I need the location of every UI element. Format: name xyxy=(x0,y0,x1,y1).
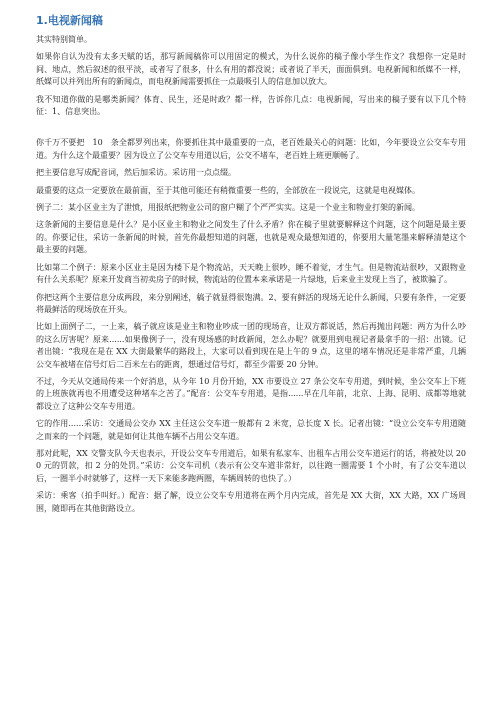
paragraph: 比如上面例子二，一上来，稿子就应该是业主和物业吵成一团的现场音，让双方都说话，然后再抛出问题：两方为什么吵的这么厉害呢？原来......如果像例子一，没有现场感的时政新闻，怎么办呢？就要用到电视记者最拿手的一招：出镜。记者出镜：“我现在是在 XX 大街最繁华的路段上，大家可以看到现在是上午的 9 点，这里的堵车情况还是非常严重，几辆公交车被堵在信号灯后二百米左右的距离，想通过信号灯，都至少需要 20 分钟。 xyxy=(36,322,466,369)
paragraph-intro: 其实特别简单。 xyxy=(36,35,92,44)
paragraph: 你把这两个主要信息分成两段，来分别阐述，稿子就显得很饱满。2、要有鲜活的现场无论什么新闻，只要有条件，一定要将最鲜活的现场放在开头。 xyxy=(36,292,466,314)
spacer xyxy=(36,123,466,137)
paragraph: 比如第二个例子：原来小区业主是因为楼下是个物流站，天天晚上很吵，睡不着觉，才生气。但是物流站很吵，又跟物业有什么关系呢？原来开发商当初卖房子的时候，物流站的位置本来承诺是一片绿地，后来业主发现上当了，被欺骗了。 xyxy=(36,262,466,285)
paragraph: 例子二：某小区业主为了泄愤，用报纸把物业公司的窗户糊了个严严实实。这是一个业主和物业打架的新闻。 xyxy=(36,203,420,213)
paragraph: 采访：乘客（拍手叫好。）配音：据了解，设立公交车专用道将在两个月内完成，首先是 XX 大街，XX 大路，XX 广场周围，随即再在其他街路设立。 xyxy=(36,491,466,513)
paragraph: 那对此呢，XX 交警支队今天也表示，开设公交车专用道后，如果有私家车、出租车占用公交车道运行的话，将被处以 200 元的罚款，扣 2 分的处罚。”采访：公交车司机（表示有公交车道非常好，以往跑一圈需要 1 个小时，有了公交车道以后，一圈半小时就够了，这样一天下来能多跑两圈，车辆周转的也快了。） xyxy=(36,448,466,483)
paragraph: 我不知道你做的是哪类新闻？体育、民生，还是时政？都一样，告诉你几点：电视新闻，写出来的稿子要有以下几个特征：1、信息突出。 xyxy=(36,94,466,117)
paragraph: 这条新闻的主要信息是什么？是小区业主和物业之间发生了什么矛盾？你在稿子里就要解释这个问题，这个问题是最主要的。你要记住，采访一条新闻的时候，首先你最想知道的问题，也就是观众最想知道的，你要用大量笔墨来解释清楚这个最主要的问题。 xyxy=(36,220,466,255)
paragraph: 你千万不要把 10 条全都罗列出来，你要抓住其中最重要的一点，老百姓最关心的问题：比如，今年要设立公交车专用道。为什么这个最重要？因为设立了公交车专用道以后，公交不堵车，老百姓上班更顺畅了。 xyxy=(36,138,466,160)
paragraph: 如果你自认为没有太多天赋的话，那写新闻稿你可以用固定的模式，为什么说你的稿子像小学生作文？我想你一定是时间、地点，然后叙述的很平淡，或者写了很多，什么有用的都没说；或者说了半天，面面俱到。电视新闻和纸媒不一样，纸媒可以并列出所有的新闻点，而电视新闻需要抓住一点最吸引人的信息加以放大。 xyxy=(36,52,466,87)
paragraph: 最重要的这点一定要放在最前面，至于其他可能还有稍微重要一些的，全部放在一段说完，这就是电视媒体。 xyxy=(36,185,420,195)
paragraph: 不过，今天从交通局传来一个好消息，从今年 10 月份开始，XX 市要设立 27 条公交车专用道，到时候，坐公交车上下班的上班族就再也不用遭受这种堵车之苦了。”配音：公交车专用道，是指......早在几年前，北京、上海、昆明、成都等地就都设立了这种公交车专用道。 xyxy=(36,376,466,411)
paragraph: 它的作用......采访：交通局公交办 XX 主任这公交车道一般都有 2 米宽，总长度 X 长。记者出镜：“设立公交车专用道随之而来的一个问题，就是如何让其他车辆不占用公交车道。 xyxy=(36,419,466,441)
paragraph: 把主要信息写成配音词，然后加采访。采访用一点点缀。 xyxy=(36,168,236,178)
section-heading: 1.电视新闻稿 xyxy=(36,14,103,27)
